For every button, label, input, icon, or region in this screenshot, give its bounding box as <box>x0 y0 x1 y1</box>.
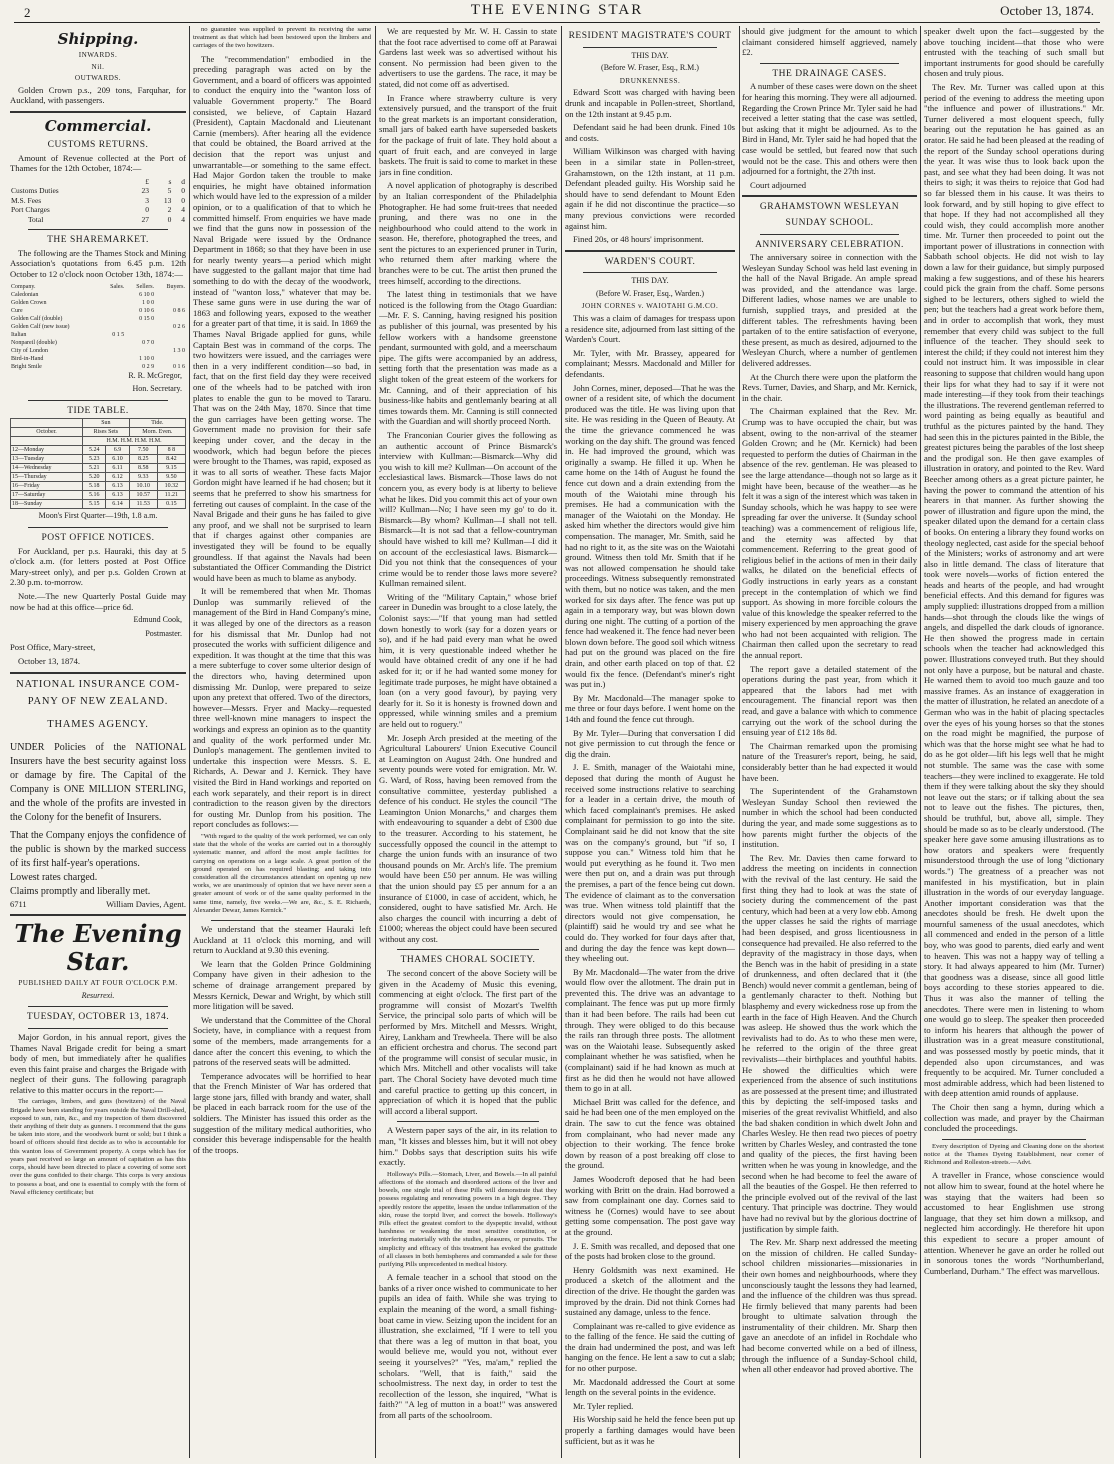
customs-row-label: Customs Duties <box>11 186 59 196</box>
sellers-cell: 0 15 0 <box>139 315 155 322</box>
insurance-body: UNDER Policies of the NATIONAL Insurers have the best security against loss or damage by fire. The Capital of the Company is ONE MILLION STERLING, and the whole of the profits are invested in the Colony for the benefit of Insurers. <box>10 741 186 823</box>
table-row <box>10 331 186 339</box>
court-paragraph: Defendant said he had been drunk. Fined 10s and costs. <box>565 122 735 143</box>
sellers-cell <box>125 323 155 331</box>
court-paragraph: James Woodcroft deposed that he had been working with Britt on the drain. Had borrowed a saw from complainant one day. Cornes said to witness he (Cornes) would have to see about getting some compensation. The post gave way at the ground. <box>565 1173 735 1237</box>
sales-cell <box>101 323 125 331</box>
table-row <box>11 464 186 473</box>
table-header-cell: s <box>168 176 172 186</box>
rm-court-heading: RESIDENT MAGISTRATE'S COURT <box>568 31 732 41</box>
news-paragraph: The Franconian Courier gives the following as an authentic account of Prince Bismarck's interview with Kullman:—Bismarck—Why did you wish to kill me? Kullman—On account of the ecclesiastical laws. Bismarck—Those laws do not concern you, as every body is at liberty to believe what he likes. Did you commit this act of your own will? Kullman—No; I have seen my go' to do it. Bismarck—By whom? Kullman—I shall not tell. Bismarck—It is not sad that a fellow-countryman should have wished to kill me? Kullman—I did it on account of the ecclesiastical laws. Bismarck—Did you not think that the consequences of your crime would be to render those laws more severe? Kullman remained silent. <box>379 429 557 589</box>
table-header-cell: Buyers. <box>166 283 185 290</box>
sharemarket-heading: THE SHAREMARKET. <box>47 235 149 246</box>
court-paragraph: should give judgment for the amount to which claimant considered himself aggrieved, namely £2. <box>742 26 917 58</box>
customs-intro: Amount of Revenue collected at the Port of Thames for the 12th October, 1874:— <box>10 152 186 174</box>
customs-row-label: M.S. Fees <box>11 195 42 205</box>
morning-tide-cell: 11.53 <box>129 500 157 509</box>
pence-cell: 4 <box>181 214 185 224</box>
table-row <box>10 363 186 371</box>
buyers-cell: 1 3 0 <box>173 347 185 354</box>
table-header-row <box>10 177 186 187</box>
report-paragraph: The Choir then sang a hymn, during which a collection was made, and prayer by the Chairman concluded the proceedings. <box>924 1101 1104 1134</box>
table-header-cell: H.M. H.M. H.M. H.M. <box>83 437 186 446</box>
masthead-published: PUBLISHED DAILY AT FOUR O'CLOCK P.M. <box>18 979 178 988</box>
rm-before: (Before W. Fraser, Esq., R.M.) <box>601 63 699 73</box>
court-paragraph: Michael Britt was called for the defence, and said he had been one of the men employed on the drain. The saw to cut the fence was obtained from complainant, who had never made any objection to their working. The fence broke down by reason of a post breaking off close to the ground. <box>565 1096 735 1171</box>
editorial-quote-cont: no guarantee was supplied to prevent its receiving the same treatment as that which had been bestowed upon the limbers and carriages of the two howitzers. <box>193 26 371 50</box>
divider <box>942 1139 1086 1140</box>
masthead-motto: Resurrexi. <box>81 990 115 1000</box>
pounds-cell: 3 <box>145 195 149 205</box>
news-paragraph: Writing of the "Military Captain," whose brief career in Dunedin was brought to a close lately, the Colonist says:—"If that young man had settled down honestly to work (say for a dozen years or so), and if he had paid every man what he owed him, it is very questionable indeed whether he would have obtained credit of any one if he had asked for it; or if he had wanted some money for legitimate trade purposes, he might have obtained a loan (on a very good favour), by paying very dearly for it. So it is honesty is frowned down and oppressed, while winning smiles and a premium are held out to roguery." <box>379 591 557 729</box>
buyers-cell <box>155 339 186 347</box>
outwards-text: Golden Crown p.s., 209 tons, Farquhar, for Auckland, with passengers. <box>10 84 186 106</box>
evening-tide-cell: 8.42 <box>157 455 185 464</box>
report-paragraph: The Chairman explained that the Rev. Mr. Crump was to have occupied the chair, but was absent, owing to the non-arrival of the steamer Golden Crown; and he (Mr. Kernick) had been requested to perform the duties of Chairman in the absence of the rev. gentleman. He was pleased to see the large attendance—though not so large as it might have been, because of the weather—as he felt it was a sign of the interest which was taken in Sunday schools, which he was happy to see were spreading far over the universe. It (Sunday school teaching) was a commencement of religious life, and the eternity was affected by that commencement. Referring to the great good of religious belief in the actions of men in their daily walks, he dilated on the beneficial effects of Godly instructions in early years as a constant precept in the contemplation of which we find support. As showing in more forcible colours the value of this knowledge the speaker referred to the misery experienced by men approaching the grave who had not been acquainted with religion. The Chairman then called upon the secretary to read the annual report. <box>742 406 917 661</box>
table-header-cell: Sellers. <box>136 283 155 290</box>
report-paragraph: The Superintendent of the Grahamstown Wesleyan Sunday School then reviewed the number in which the school had been conducted during the year, and made some suggestions as to how parents might further the objects of the institution. <box>742 786 917 850</box>
sunrise-cell: 5.23 <box>83 455 106 464</box>
table-row <box>10 347 186 355</box>
news-paragraph: We learn that the Golden Prince Goldmining Company have given in their adhesion to the scheme of drainage arrangement prepared by Messrs Kernick, Dewar and Wright, by which still more litigation will be saved. <box>193 958 371 1012</box>
warden-this-day: THIS DAY. <box>631 276 669 286</box>
table-row <box>10 186 186 196</box>
advertisement-paragraph: Holloway's Pills.—Stomach, Liver, and Bowels.—In all painful affections of the stomach and disordered actions of the liver and bowels, one single trial of these Pills will demonstrate that they possess regulating and renovating powers in a high degree. They speedily restore the appetite, lessen the undue inflammation of the skin, rouse the torpid liver, and correct the bowels. Holloway's Pills effect the greatest comfort to the dyspeptic invalid, without harshness or weakening the most sensitive constitution, or interfering materially with the studies, pleasures, or pursuits. The simplicity and efficacy of this treatment has evoked the gratitude of all classes in both hemispheres and commanded a sale for these purifying Pills unprecedented in medical history. <box>379 1170 557 1268</box>
shipping-heading: Shipping. <box>57 30 139 48</box>
table-row <box>10 355 186 363</box>
table-row <box>11 500 186 509</box>
insurance-title-2: PANY OF NEW ZEALAND. <box>27 695 169 707</box>
shillings-cell: 5 <box>167 186 172 196</box>
divider <box>28 1028 168 1029</box>
divider <box>10 914 186 916</box>
sunset-cell: 6.11 <box>106 464 129 473</box>
inwards-value: Nil. <box>91 62 105 71</box>
news-paragraph: The latest thing in testimonials that we have noticed is the following from the Otago Guardian:—Mr. F. S. Canning, having resigned his position as publisher of this journal, was presented by his fellow workers with a handsome greenstone pendant, surmounted with gold, and a meerschaum pipe. The gifts were accompanied by an address, setting forth that the presentation was made as a slight token of the great esteem of the workers for Mr. Canning, and of their appreciation of his business-like habits and gentlemanly bearing at all times towards them. Mr. Canning is still connected with the Guardian and will shortly proceed North. <box>379 289 557 427</box>
sellers-cell: 0 2 9 <box>142 363 155 370</box>
court-paragraph: Mr. Macdonald addressed the Court at some length on the several points in the evidence. <box>565 1376 735 1398</box>
column-6 <box>924 26 1104 1458</box>
divider <box>760 63 899 64</box>
news-paragraph: Mr. Joseph Arch presided at the meeting of the Agricultural Labourers' Union Executive Council at Leamington on August 24th. One hundred and seventy pounds were voted for emigration. Mr. W. G. Ward, of Ross, having been removed from the consultative committee, yesterday published a defence of his conduct. He styles the council "The Leamington Union Monarchs," and charges them with endeavouring to squander a debt of £300 due to the treasurer. According to his statement, he successfully opposed the council in the attempt to charge the union funds with an insurance of two thousand pounds on Mr. Arch's life. The premium would have been £50 per annum. He was willing that the union should pay £5 per annum for a an insurance of £1000, in case of accident, which, he considered, ought to have satisfied Mr. Arch. He also charges the council with incurring a debt of £1000; whereas the object could have been secured without any cost. <box>379 732 557 944</box>
editorial-quote: The carriages, limbers, and guns (howitzers) of the Naval Brigade have been standing for years outside the Naval Drill-shed, exposed to sun, rain, &c., and my inspection of them discovered their anything of their duty as gunners. I recommend that the guns be taken into store, and the woodwork burnt or sold; but I think a board of officers should first decide as to who is accountable for this wanton loss of Government property. A corps which has for years past received so large an amount of capitation as has this corps, should have been directed to place a covering of some sort over the guns confided to their charge. This corps is very anxious to possess a boat, and one is essential to comply with the form of Naval efficiency certificate; but <box>10 1098 186 1196</box>
postmaster-role: Postmaster. <box>145 628 182 638</box>
newspaper-title: THE EVENING STAR <box>470 2 644 18</box>
court-paragraph: By Mr. Macdonald—The manager spoke to me three or four days before. I went home on the 14th and found the fence cut through. <box>565 692 735 725</box>
court-paragraph: By Mr. Tyler—During that conversation I did not give permission to cut through the fence or dig the drain. <box>565 727 735 759</box>
table-header-cell: Sun <box>83 419 130 428</box>
rm-this-day: THIS DAY. <box>631 50 669 60</box>
buyers-cell: 0 2 6 <box>173 323 185 330</box>
buyers-cell: 0 8 6 <box>173 307 185 314</box>
warden-before: (Before W. Fraser, Esq., Warden.) <box>596 288 704 298</box>
day-cell: 18—Sunday <box>11 500 83 509</box>
news-paragraph: A female teacher in a school that stood on the banks of a river once wished to communicate to her pupils an idea of faith. While she was trying to explain the meaning of the word, a small fishing-boat came in view. Seizing upon the incident for an illustration, she exclaimed, "If I were to tell you that there was a leg of mutton in that boat, you would believe me, would you not, without ever seeing it yourselves?" "Yes, ma'am," replied the scholars. "Well, that is faith," said the schoolmistress. The next day, in order to test the recollection of the lesson, she inquired, "What is faith?" "A leg of mutton in a boat!" was answered from all parts of the schoolroom. <box>379 1272 557 1420</box>
news-paragraph: We understand that the steamer Hauraki left Auckland at 11 o'clock this morning, and will return to Auckland at 9.30 this evening. <box>193 923 371 956</box>
sunrise-cell: 5.21 <box>83 464 106 473</box>
table-row <box>10 315 186 323</box>
sunset-cell: 6.9 <box>106 446 129 455</box>
ad-reference: 6711 <box>10 898 27 909</box>
day-cell: 16—Friday <box>11 482 83 491</box>
news-paragraph: A novel application of photography is described by an Italian correspondent of the Philadelphia Photographer. He had some fruit-trees that needed pruning, and there was no one in the neighbourhood who could attend to the work in season. He, therefore, photographed the trees, and sent the pictures to an experienced pruner in Turin, who returned them after marking where the branches were to be cut. The artist then pruned the trees himself, according to the directions. <box>379 180 557 286</box>
sharemarket-table <box>10 283 186 371</box>
evening-tide-cell: 11.21 <box>157 491 185 500</box>
choral-heading: THAMES CHORAL SOCIETY. <box>400 955 536 966</box>
divider <box>28 1006 168 1007</box>
table-row <box>11 473 186 482</box>
company-cell: Golden Calf (new issue) <box>11 323 70 330</box>
sales-cell <box>101 307 125 315</box>
post-office-heading: POST OFFICE NOTICES. <box>41 533 155 543</box>
insurance-body-2: That the Company enjoys the confidence of the public is shown by the marked success of its first half-year's operations. <box>10 829 186 869</box>
table-row <box>10 291 186 299</box>
company-cell: Bright Smile <box>11 363 42 370</box>
report-quote: "With regard to the quality of the work performed, we can only state that the whole of the works are carried out in a thoroughly systematic manner, and afford the most ample facilities for carrying on operations on a large scale. A great portion of the ground operated on has required blasting; and taking into consideration all the circumstances attendant on opening up new works, we are unanimously of opinion that we have never seen a greater amount of work or of the same quality performed in the same time, namely, five weeks.—We are, &c., S. E. Richards, Alexander Dewar, James Kernick." <box>193 832 371 914</box>
news-paragraph: A traveller in France, whose conscience would not allow him to swear, found at the hotel where he was staying that the waiters had been so accustomed to hear Englishmen use strong language, that they set him down a milksop, and neglected him accordingly. He therefore hit upon this expedient to secure a proper amount of attention. Whenever he gave an order he rolled out in sonorous tones the words "Northumberland, Cumberland, Durham." The effect was marvellous. <box>924 1170 1104 1276</box>
table-row <box>11 491 186 500</box>
company-cell: Golden Crown <box>11 299 47 306</box>
customs-heading: CUSTOMS RETURNS. <box>47 139 149 150</box>
divider <box>397 949 539 950</box>
sales-cell <box>101 315 125 323</box>
table-header-cell: d <box>181 176 185 186</box>
column-rule <box>189 26 190 1458</box>
sellers-cell: 0 7 0 <box>142 339 155 346</box>
masthead-title: The Evening Star. <box>14 919 182 977</box>
table-header-cell: Company. <box>11 283 36 290</box>
table-header-cell: Sales. <box>110 283 125 290</box>
post-office-note: Note.—The new Quarterly Postal Guide may now be had at this office—price 6d. <box>10 590 186 612</box>
sunset-cell: 6.10 <box>106 455 129 464</box>
table-header-row <box>11 428 186 437</box>
news-paragraph: The second concert of the above Society will be given in the Academy of Music this evening, commencing at eight o'clock. The first part of the programme will consist of Mozart's Twelfth Service, the principal solo parts of which will be performed by Mrs. Mitchell and Messrs. Wright, Airey, Lankham and Trewheela. There will be also an efficient orchestra and chorus. The second part of the programme will consist of secular music, in which Mrs. Mitchell and other vocalists will take part. The Choral Society have devoted much time and careful practice to getting up this concert, in appreciation of which it is hoped that the public will accord a liberal support. <box>379 968 557 1116</box>
buyers-cell <box>155 355 186 363</box>
company-cell: Caledonian <box>11 291 39 298</box>
divider <box>583 47 717 48</box>
day-cell: 12—Monday <box>11 446 83 455</box>
news-paragraph: We are requested by Mr. W. H. Cassin to state that the foot race advertised to come off at Parawai Gardens last week was so advertised without his consent. No permission had been given to the advertisers to use the gardens. The race, it may be stated, did not come off as advertised. <box>379 26 557 89</box>
company-cell: Cure <box>11 307 23 314</box>
editorial-paragraph: It will be remembered that when Mr. Thomas Dunlop was summarily relieved of the management of the Bird in Hand Company's mine, it was alleged by one of the directors as a reason for his dismissal that Mr. Dunlop had not prosecuted the works with sufficient diligence and expedition. It was thought at the time that this was a mere subterfuge to cover some ulterior design of the directors who, having determined upon dismissing Mr. Dunlop, were prepared to seize upon any pretext that offered. Two of the directors, however—Messrs. Fryer and Macky—requested three well-known mine managers to inspect the workings and express an opinion as to the quantity and quality of the work performed under Mr. Dunlop's management. The gentlemen invited to undertake this inspection were Messrs. S. E. Richards, A. Dewar and J. Kernick. They have visited the Bird in Hand workings and reported on each work separately, and their report is in direct contradiction to the reason given by the directors for ousting Mr. Dunlop from his position. The report concludes as follows:— <box>193 586 371 830</box>
table-header-cell: Morn. Even. <box>129 428 185 437</box>
table-row <box>10 196 186 206</box>
sales-cell <box>101 363 125 371</box>
inwards-label: INWARDS. <box>78 51 118 59</box>
morning-tide-cell: 10.57 <box>129 491 157 500</box>
sellers-cell: 1 10 0 <box>139 355 155 362</box>
table-header-row <box>10 283 186 291</box>
tide-heading: TIDE TABLE. <box>67 405 129 416</box>
news-paragraph: A Western paper says of the air, in its relation to man, "It kisses and blesses him, but it will not obey him." Dobbs says that description suits his wife exactly. <box>379 1125 557 1168</box>
editorial-paragraph: Major Gordon, in his annual report, gives the Thames Naval Brigade credit for being a smart body of men, but immediately after he qualifies even this faint praise and charges the Brigade with neglect of their guns. The following paragraph relative to this matter occurs in the report:— <box>10 1031 186 1095</box>
buyers-cell <box>155 291 186 299</box>
pence-cell: 0 <box>181 195 185 205</box>
page-number: 2 <box>24 5 31 20</box>
table-header-cell: Tide. <box>129 419 185 428</box>
editorial-paragraph: The "recommendation" embodied in the preceding paragraph was acted on by the Government, and a board of officers was appointed to conduct the enquiry into the "wanton loss of valuable Government property." The Board consisted, we believe, of Captain Hazard (President), Captain Macdonald and Lieutenant Carnie (members). After hearing all the evidence that could be obtained, the Board arrived at the decision that the report was unjust and unwarrantable—or something to the same effect. Had Major Gordon taken the trouble to make enquiries, he might have obtained information which would have led to the expression of a milder opinion, or to a qualification of that to which he committed himself. From enquiries we have made we find that the guns now in possession of the Naval Brigade were issued by the Ordnance Department in 1868; so that they have been in use for nearly twenty years—a period which might have suggested to the gallant major that time had something to do with the decay of the woodwork, instead of "wanton loss," whatever that may be. These same guns were in use during the war of 1863 and following years, exposed to the weather for a greater part of that time, it is said. In 1869 the Thames Naval Brigade applied for guns, while Captain Best was in command of the corps. The two howitzers were issued, and the carriages were then in a very indifferent condition—so bad, in fact, that on the first field day they were received one of the wheels had to be patched with iron plates to enable the gun to be moved to Tararu. That was on the 24th May, 1870. Since that time the gun carriages have been getting worse. The Government made no provision for their safe keeping under cover, and the decay in the woodwork, which had begun before the pieces were brought to the Thames, was rapid, exposed as it was to all sorts of weather. These facts Major Gordon might have learned if he had chosen; but it seems that he preferred to show his smartness for ferreting out causes of complaint. In the case of the Naval Brigade and their guns he has failed to give any proof, and we shall not be surprised to learn that if charges against other companies are investigated they will be found to be equally groundless. If that against the Navals had been substantiated the Officer Commanding the District would have been as much to blame as anybody. <box>193 53 371 583</box>
report-paragraph: The Rev. Mr. Turner was called upon at this period of the evening to address the meeting upon "the influence and power of illustrations." Mr. Turner delivered a most eloquent speech, fully bearing out the reputation he has gained as an orator. He said he had been pleased at the reading of the report of the Sunday school operations during the year. It was wise thus to look back upon the past, and see what they had been doing. It was not theirs to sigh; it was theirs to rejoice that God had so far blessed them in his cause. It was theirs to look forward, and by still hoping to give effect to that hope. If they had not accomplished all they could wish, they could accomplish more another time. Mr. Turner then proceeded to point out the important power of illustrations in connection with Sabbath school objects. He did not wish to lay down a law for their guidance, but simply purposed making a few suggestions, and of these his hearers could pick the grain from the chaff. Some persons sighed to be lecturers, others sighed to wield the pen; but the teachers had a great work before them, and in order to accomplish that work, they must remember that every child was subject to the full influence of the teacher. They should seek to interest the child; if they could not interest him they could not instruct him. It was impossible in clear reasoning to suppose that children would hang upon their lips for what they had to say if it were not made interesting—if they took from their teachings the illustrations. The reverend gentleman referred to word painting as being equally as beautiful and truthful as the pictures painted by the hand. They had seen this in the pictures painted in the Bible, the greatest pictures being the parables of the lost sheep and the prodigal son. He then gave examples of illustration in oratory, and pointed to the Rev. Ward Beecher among others as a great picture painter, he having the power to command the attention of his hearers in that manner. As further showing the power of illustration and figure upon the mind, the speaker dilated upon the demand for a certain class of books. On entering a library they found works on theology neglected, cast aside for the special behoof of the Ministers; works of astronomy and art were also in little demand. The class of literature that took were novels—works of fiction entered the heads and hearts of the people, and had wrought beneficial effects. And this demand for figures was amply supplied: illustrations dropped from a million hands—shot through the clouds like the wings of angels, and dispelled the dark clouds of ignorance. He then showed the progress made in certain schools when the teacher had acknowledged this power. Illustrations conveyed truth. But they should not only have a purpose, but be natural and chaste. He warned them to avoid too much gauze and too massive frames. As an instance of exaggeration in the matter of illustration, he related an anecdote of a German who was in the habit of placing spectacles over the eyes of his young horses so that the stones on the road might be magnified, the purpose of which was that the horse might see what he had to do as he got older—lift his legs well that he might not stumble. The same was the case with some teachers—they were inclined to exaggerate. He told them if they were talking about the sky they should not leave out the stars; or if talking about the sea not to leave out the fishes. The pictures, then, should be truthful, but, above all, simple. They should be made so as to be clearly understood. (The speaker here gave some amusing illustrations as to how orators and speakers were frequently misunderstood through the use of long "dictionary words.") The greatness of a preacher was not manifested in his mystification, but in plain illustration in the words of our everyday language. Another important consideration was that the anecdotes should be fresh. He dwelt upon the mournful sameness of the usual anecdotes, which all commenced and ended in the person of a little boy, who was good to parents, died early and went to heaven. This was not a happy way of telling a story. It had always appeared to him (Mr. Turner) that goodness was a disease, since all good little boys according to these stories appeared to die. Thus it was also the manner of telling the anecdotes. There were men in listening to whom one would go to sleep. The speaker then proceeded to inform his hearers that although the power of illustration was in a great measure constitutional, and was possessed mostly by poetic minds, that it depended also upon circumstances, and was frequently to be acquired. Mr. Turner concluded a most admirable address, which had been listened to with deep attention amid rounds of applause. <box>924 81 1104 1099</box>
shillings-cell: 2 <box>167 205 172 215</box>
sunset-cell: 6.12 <box>106 473 129 482</box>
insurance-rates: Lowest rates charged. <box>10 871 98 883</box>
sunrise-cell: 5.16 <box>83 491 106 500</box>
post-office-date: October 13, 1874. <box>18 655 81 666</box>
sales-cell <box>101 347 125 355</box>
issue-date: October 13, 1874. <box>1000 3 1094 18</box>
divider <box>10 672 186 674</box>
outwards-label: OUTWARDS. <box>74 74 122 83</box>
company-cell: Golden Calf (double) <box>11 315 63 322</box>
table-row <box>11 446 186 455</box>
sunset-cell: 6.13 <box>106 491 129 500</box>
divider <box>28 527 168 528</box>
court-paragraph: This was a claim of damages for trespass upon a residence site, adjourned from last sitting of the Warden's Court. <box>565 313 735 345</box>
evening-tide-cell: 10.32 <box>157 482 185 491</box>
masthead-date: TUESDAY, OCTOBER 13, 1874. <box>26 1012 170 1023</box>
morning-tide-cell: 9.33 <box>129 473 157 482</box>
evening-tide-cell: 9.50 <box>157 473 185 482</box>
sales-cell <box>101 355 125 363</box>
table-row <box>10 339 186 347</box>
day-cell: 15—Thursday <box>11 473 83 482</box>
divider <box>397 1121 539 1122</box>
court-paragraph: Fined 20s, or 48 hours' imprisonment. <box>573 234 704 245</box>
sunset-cell: 6.14 <box>106 500 129 509</box>
insurance-signature <box>10 899 186 910</box>
table-header-cell: Rises Sets <box>83 428 130 437</box>
company-cell: Italian <box>11 331 27 338</box>
warden-court-heading: WARDEN'S COURT. <box>604 256 696 267</box>
divider <box>760 234 899 235</box>
report-paragraph: The Rev. Mr. Sharp next addressed the meeting on the mission of children. He called Sunday-school children missionaries—missionaries in their own homes and neighbourhoods, where they unconsciously taught the lessons they had learned, and the influence of the children was thus spread. He firmly believed that many parents had been brought to ultimate salvation through the instrumentality of their children. Mr. Sharp then gave an anecdote of an infidel in Rochdale who had become converted while on a bed of illness, through the influence of a Sunday-School child, when all other endeavor had proved abortive. The <box>742 1237 917 1375</box>
pounds-cell: 27 <box>141 214 149 224</box>
sunrise-cell: 5.15 <box>83 500 106 509</box>
divider <box>742 195 917 197</box>
table-row <box>10 299 186 307</box>
commercial-heading: Commercial. <box>44 116 152 135</box>
court-paragraph: Mr. Tyler replied. <box>573 1400 634 1411</box>
court-paragraph: Mr. Tyler, with Mr. Brassey, appeared for complainant; Messrs. Macdonald and Miller for defendants. <box>565 347 735 380</box>
column-rule <box>561 26 562 1458</box>
evening-tide-cell: 8 8 <box>157 446 185 455</box>
insurance-claims: Claims promptly and liberally met. <box>10 885 151 897</box>
report-paragraph: At the Church there were upon the platform the Revs. Turner, Davies, and Sharp, and Mr. Kernick, in the chair. <box>742 371 917 403</box>
column-2 <box>193 26 371 1458</box>
court-paragraph: John Cornes, miner, deposed—That he was the owner of a resident site, of which the document produced was the title. He was living upon that site. He was residing in the Queen of Beauty. At the time the grievance commenced he was working on the day shift. The ground was fenced in. He had improved the ground, which was originally a swamp. He filled it up. When he came home on the 14th of August he found the fence cut down and a drain extending from the mouth of the Waiotahi mine through his premises. He had a communication with the manager of the Waiotahi on the Monday. He asked him whether the directors would give him compensation. The manager, Mr. Smith, said he had no right to it, as the site was on the Waiotahi ground. Witness then told Mr. Smith that if he was not allowed compensation he should take proceedings. Witness subsequently remonstrated with them, but no notice was taken, and the men worked for six days after. The fence was put up again in a temporary way, but was blown down during one night. The cutting of a portion of the fence had weakened it. The fence had never been blown down before. The good soil which witness had put on the ground was placed on the fire drain, and other earth placed on top of that. £2 would fix the fence. (Defendant's miner's right was put in.) <box>565 382 735 690</box>
table-row <box>10 307 186 315</box>
buyers-cell <box>155 331 186 339</box>
news-paragraph: In France where strawberry culture is very extensively pursued, and the transport of the fruit to the great markets is an important consideration, small jars of baked earth have superseded baskets for the package of fruit of late. They hold about a quart of fruit each, and are conveyed in large baskets. The fruit is said to come to market in these jars in fine condition. <box>379 92 557 177</box>
news-paragraph: We understand that the Committee of the Choral Society, have, in compliance with a request from some of the members, made arrangements for a dance after the concert this evening, to which the patrons of the reserved seats will be admitted. <box>193 1014 371 1068</box>
buyers-cell <box>155 315 186 323</box>
customs-row-label: Port Charges <box>11 205 50 215</box>
sales-cell: 0 1 5 <box>112 331 125 338</box>
report-paragraph: speaker dwelt upon the fact—suggested by the above touching incident—that those who were entrusted with the teaching of such small but important instruments for good should be carefully chosen and truly pious. <box>924 26 1104 79</box>
sunset-cell: 6.13 <box>106 482 129 491</box>
column-rule <box>739 26 740 1458</box>
sales-cell <box>101 339 125 347</box>
shillings-cell: 0 <box>167 214 172 224</box>
divider <box>28 400 168 401</box>
day-cell: 14—Wednesday <box>11 464 83 473</box>
column-5 <box>742 26 917 1458</box>
column-3 <box>379 26 557 1458</box>
insurance-agency: THAMES AGENCY. <box>47 718 149 730</box>
post-office-dateline: Post Office, Mary-street, <box>10 642 96 653</box>
evening-tide-cell: 9.15 <box>157 464 185 473</box>
company-cell: Nonpareil (double) <box>11 339 57 346</box>
case-title: JOHN CORNES v. WAIOTAHI G.M.CO. <box>581 302 719 311</box>
drunkenness-heading: DRUNKENNESS. <box>619 76 681 85</box>
court-paragraph: His Worship said he held the fence been put up properly a farthing damages would have been sufficient, but as it was he <box>565 1414 735 1446</box>
divider <box>28 229 168 230</box>
table-row <box>10 323 186 331</box>
court-paragraph: J. E. Smith was recalled, and deposed that one of the posts had broken close to the ground. <box>565 1240 735 1262</box>
table-header-cell <box>11 419 83 428</box>
court-paragraph: William Wilkinson was charged with having been in a similar state in Pollen-street, Grahamstown, on the 12th instant, at 11 p.m. Defendant pleaded guilty. His Worship said he should have to send defendant to Mount Eden again if he did not discontinue the practice—so many previous convictions were recorded against him. <box>565 146 735 231</box>
table-header-row <box>11 419 186 428</box>
table-header-cell: October. <box>11 428 83 437</box>
court-paragraph: Court adjourned <box>750 179 807 190</box>
sellers-cell <box>125 347 155 355</box>
court-paragraph: Henry Goldsmith was next examined. He produced a sketch of the allotment and the direction of the drive. He thought the garden was improved by the drain. Did not think Cornes had sustained any damage, unless to the fence. <box>565 1264 735 1318</box>
evening-tide-cell: 0.15 <box>157 500 185 509</box>
court-paragraph: By Mr. Macdonald—The water from the drive would flow over the allotment. The drain put in prevented this. The drive was an advantage to complainant. The fence was put up more firmly than it had been before. The rails had been cut through. They were obliged to do this because the rails ran through three posts. The allotment was on the Waiotahi lease. Subsequently asked complainant whether he was satisfied, when he (complainant) said if he had known as much at first as he did then he would not have allowed them to go in at all. <box>565 966 735 1094</box>
pounds-cell: 0 <box>145 205 149 215</box>
anniversary-heading: ANNIVERSARY CELEBRATION. <box>755 239 904 250</box>
divider <box>565 250 735 252</box>
insurance-title-1: NATIONAL INSURANCE COM- <box>16 678 180 690</box>
divider <box>583 272 717 273</box>
court-paragraph: J. E. Smith, manager of the Waiotahi mine, deposed that during the month of August he received some instructions relative to searching for a leader in a certain drive, the mouth of which faced complainant's premises. He asked complainant for permission to go into the site. Complainant said he did not know that the site was on the company's ground, but "if so, I suppose you can." Witness told him that he would put everything as he found it. Two men were then put on, and a drain was put through the premises, a part of the fence being cut down. The evidence of claimant as to the conversation was true. When witness told plaintiff that the directors would not give compensation, he (plaintiff) said he would try and see what he could do. They worked for four days after that, and during the day the fence was kept down—they wheeling out. <box>565 762 735 964</box>
table-row <box>11 455 186 464</box>
divider <box>211 920 353 921</box>
column-rule <box>375 26 376 1458</box>
sellers-cell: 0 10 6 <box>139 307 155 314</box>
column-4 <box>565 26 735 1458</box>
sales-cell <box>101 299 125 307</box>
divider <box>10 111 186 113</box>
post-office-body: For Auckland, per p.s. Hauraki, this day at 5 o'clock a.m. (for letters posted at Post Office Mary-street only), and per p.s. Golden Crown at 2.30 p.m. to-morrow. <box>10 545 186 588</box>
company-cell: Bird-in-Hand <box>11 355 44 362</box>
report-paragraph: The Rev. Mr. Davies then came forward to address the meeting on incidents in connection with the revival of the last century. He said the first thing they had to look at was the state of society during the commencement of the past century, which had been at a very low ebb. Among the upper classes he said the rights of marriage had been despised, and gross licentiousness in consequence had prevailed. He also referred to the depravity of the magistracy in those days, when the Bench was in the habit of presiding in a state of drunkenness, and often declared that it (the Bench) would never commit a gentleman, being of a gentlemanly character to theft. Nothing but blasphemy and every wickedness rose up from the earth in the face of High Heaven. And the Church was asleep. He showed thus the work which the revivalists had to do. As to who these men were, he referred to the origin of the three great revivalists—their birthplaces and youthful habits. He showed the difficulties which were experienced from the absence of such institutions as are possessed at the present time; and illustrated this by depicting the self-imposed tasks and miseries of the great revivalist Whitfield, and also the bad shaken condition in which dwelt John and Charles Wesley. He then read two pieces of poetry written by Charles Wesley, and contrasted the tone and quality of the pieces, the first having been written when he was young in knowledge, and the second when he had become to feel the aware of all the beauties of the Gospel. He then referred to the principle evolved out of the revival of the last century. That principle was doctrine. They would have had no revival but by the glorious doctrine of justification by simple faith. <box>742 852 917 1234</box>
sunrise-cell: 5.20 <box>83 473 106 482</box>
day-cell: 13—Tuesday <box>11 455 83 464</box>
table-row <box>10 205 186 215</box>
postmaster-name: Edmund Cook, <box>133 615 182 625</box>
buyers-cell: 0 1 6 <box>173 363 185 370</box>
day-cell: 17—Saturday <box>11 491 83 500</box>
sellers-cell: 6 10 0 <box>139 291 155 298</box>
sellers-cell: 1 0 0 <box>142 299 155 306</box>
report-paragraph: The anniversary soiree in connection with the Wesleyan Sunday School was held last evening in the hall of the Naval Brigade. An ample spread was provided, and the attendance was large. Different ladies, whose names we are unable to furnish, supplied trays, and presided at the different tables. The refreshments having been partaken of to the entire satisfaction of everyone, these present, as much as desired, adjourned to the Wesleyan Church, where a number of gentlemen delivered addresses. <box>742 252 917 369</box>
wesleyan-heading-2: SUNDAY SCHOOL. <box>785 217 874 228</box>
report-paragraph: The report gave a detailed statement of the operations during the past year, from which it appeared that the labors had met with encouragement. The financial report was then read, and gave a balance with which to commence carrying out the work of the school during the ensuing year of £12 18s 8d. <box>742 663 917 738</box>
court-paragraph: Complainant was re-called to give evidence as to the falling of the fence. He said the cutting of the drain had undermined the post, and was left hanging on the fence. He lent a saw to cut a slab; for no other purpose. <box>565 1320 735 1374</box>
shillings-cell: 13 <box>163 195 172 205</box>
morning-tide-cell: 8.58 <box>129 464 157 473</box>
column-rule <box>920 26 921 1458</box>
sharemarket-intro: The following are the Thames Stock and Mining Association's quotations from 6.45 p.m. 12th October to 12 o'clock noon October 13th, 1874:— <box>10 247 186 280</box>
sunrise-cell: 5.24 <box>83 446 106 455</box>
pence-cell: 4 <box>181 205 185 215</box>
morning-tide-cell: 7.50 <box>129 446 157 455</box>
page-header <box>14 0 1100 23</box>
sales-cell <box>101 291 125 299</box>
insurance-agent: William Davies, Agent. <box>106 898 186 909</box>
table-row <box>11 482 186 491</box>
sellers-cell <box>125 331 155 339</box>
wesleyan-heading-1: GRAHAMSTOWN WESLEYAN <box>759 202 900 213</box>
news-paragraph: Temperance advocates will be horrified to hear that the French Minister of War has ordered that large stone jars, filled with brandy and water, shall be placed in each barrack room for the use of the soldiers. The Minister has issued this order as the suggestion of the military medical authorities, who consider this beverage indispensable for the health of the troops. <box>193 1070 371 1155</box>
pence-cell: 0 <box>181 186 185 196</box>
pounds-cell: 23 <box>141 186 149 196</box>
court-paragraph: A number of these cases were down on the sheet for hearing this morning. They were all adjourned. Regarding the Crown Prince Mr. Tyler said he had received a letter stating that the case was settled, but asking that it might be adjourned. As to the Bird in Hand, Mr. Tyler said he had hoped that the case would be settled, but feared now that such would not be the case. This and others were then adjourned for a fortnight, the 27th inst. <box>742 81 917 177</box>
company-cell: City of London <box>11 347 48 354</box>
buyers-cell <box>155 299 186 307</box>
drainage-heading: THE DRAINAGE CASES. <box>772 68 887 79</box>
morning-tide-cell: 10.10 <box>129 482 157 491</box>
report-paragraph: The Chairman remarked upon the promising nature of the Treasurer's report, being, he said, considerably better than he had expected it would have been. <box>742 740 917 783</box>
table-header-cell: £ <box>145 176 149 186</box>
column-1 <box>10 26 186 1458</box>
sunrise-cell: 5.18 <box>83 482 106 491</box>
customs-total-label: Total <box>28 214 44 224</box>
table-header-row <box>11 437 186 446</box>
tide-table <box>10 418 186 509</box>
table-header-cell <box>11 437 83 446</box>
advertisement-paragraph: Every description of Dyeing and Cleaning done on the shortest notice at the Thames Dyeing Establishment, near corner of Richmond and Rolleston-streets.—Advt. <box>924 1142 1104 1167</box>
table-total-row <box>10 215 186 225</box>
customs-table <box>10 177 186 225</box>
moon-phase: Moon's First Quarter—19th, 1.8 a.m. <box>38 511 158 521</box>
morning-tide-cell: 8.25 <box>129 455 157 464</box>
sharemarket-signature-role: Hon. Secretary. <box>132 384 182 394</box>
court-paragraph: Edward Scott was charged with having been drunk and incapable in Pollen-street, Shortland, on the 12th instant at 9.45 p.m. <box>565 87 735 119</box>
sharemarket-signature: R. R. McGregor, <box>128 370 182 380</box>
